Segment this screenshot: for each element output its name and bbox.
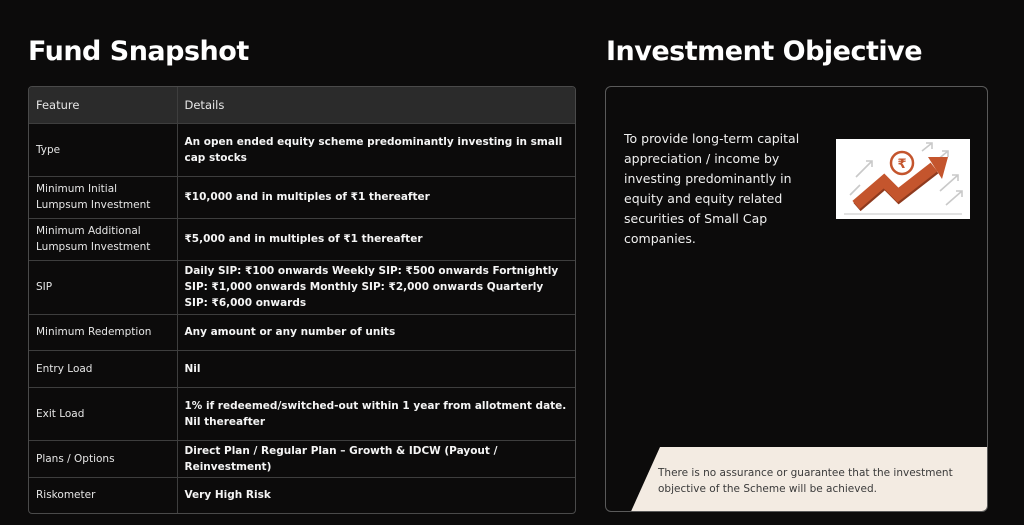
- table-row: [29, 350, 575, 387]
- objective-text: To provide long-term capital appreciation / income by investing predominantly in equity and equity related securities of Small Cap companies.: [624, 131, 800, 246]
- details-column-header: Details: [177, 87, 575, 123]
- row-details: ₹5,000 and in multiples of ₹1 thereafter: [177, 218, 575, 260]
- row-details: 1% if redeemed/switched-out within 1 year from allotment date. Nil thereafter: [177, 387, 575, 440]
- table-row: [29, 218, 575, 260]
- row-details: Daily SIP: ₹100 onwards Weekly SIP: ₹500 onwards Fortnightly SIP: ₹1,000 onwards Monthly SIP: ₹2,000 onwards Quarterly SIP: ₹6,000 onwards: [177, 260, 575, 314]
- table-row: [29, 123, 575, 176]
- table-row: [29, 477, 575, 513]
- row-feature: Plans / Options: [29, 440, 177, 477]
- row-feature: Type: [29, 123, 177, 176]
- fund-snapshot-table: [28, 86, 576, 514]
- table-row: [29, 176, 575, 218]
- row-feature: Minimum Additional Lumpsum Investment: [29, 218, 177, 260]
- fund-snapshot-heading: Fund Snapshot: [28, 36, 249, 67]
- investment-objective-heading: Investment Objective: [606, 36, 923, 67]
- disclaimer-text: There is no assurance or guarantee that the investment objective of the Scheme will be achieved.: [658, 467, 953, 495]
- row-details: Nil: [177, 350, 575, 387]
- row-feature: Entry Load: [29, 350, 177, 387]
- row-feature: Exit Load: [29, 387, 177, 440]
- table-header-row: [29, 87, 575, 123]
- row-details: ₹10,000 and in multiples of ₹1 thereafter: [177, 176, 575, 218]
- table-row: [29, 260, 575, 314]
- row-feature: Minimum Redemption: [29, 314, 177, 350]
- investment-objective-panel: [605, 86, 988, 512]
- svg-text:₹: ₹: [897, 157, 907, 172]
- row-feature: Riskometer: [29, 477, 177, 513]
- table-row: [29, 440, 575, 477]
- table-row: [29, 314, 575, 350]
- feature-column-header: Feature: [29, 87, 177, 123]
- row-details: Very High Risk: [184, 489, 271, 502]
- table-row: [29, 387, 575, 440]
- row-details: Any amount or any number of units: [177, 314, 575, 350]
- row-details: Direct Plan / Regular Plan – Growth & IDCW (Payout / Reinvestment): [177, 440, 575, 477]
- rupee-growth-arrow-icon: [836, 139, 970, 219]
- row-details: An open ended equity scheme predominantly investing in small cap stocks: [177, 123, 575, 176]
- row-feature: SIP: [29, 260, 177, 314]
- row-feature: Minimum Initial Lumpsum Investment: [29, 176, 177, 218]
